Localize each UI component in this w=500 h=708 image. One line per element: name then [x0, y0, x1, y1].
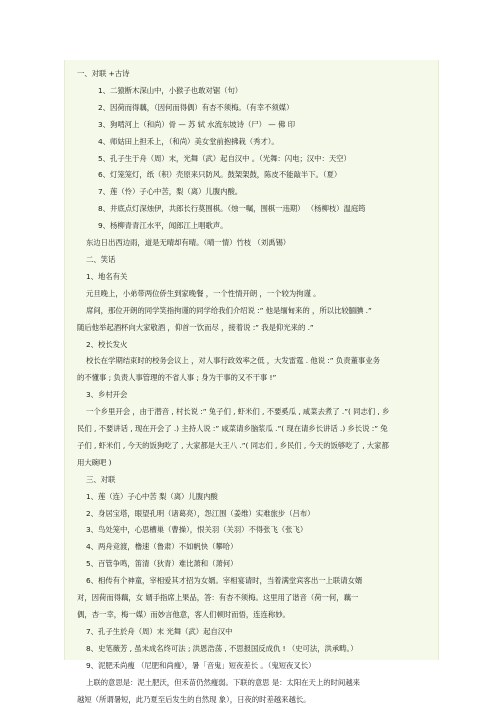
text-line: 的不懂事 ; 负责人事管理的不省人事 ; 身为干事的又不干事 !” — [77, 373, 277, 383]
text-line: 民们 , 不要讲话 , 现在开会了 .) 主持人说 :” 咸菜请乡脑浆瓜 .”( 现在请乡长讲话 .) 乡长说 :” 兔 — [77, 424, 388, 434]
text-line: 一个乡里开会 ，由于潜音 , 村长说 :” 兔子们 , 虾米们 , 不要奚瓜 , 咸菜去煮了 .”( 同志们 , 乡 — [86, 407, 390, 417]
text-line: 9、杨柳青青江水平，闻郎江上唱歌声。 — [98, 221, 228, 231]
text-line: 1、地名有关 — [86, 271, 128, 281]
document-body — [64, 60, 439, 704]
text-line: 上联的意思是：泥土肥沃，但禾苗仍然瘦弱。下联的意思 是：太阳在天上的时间越来 — [86, 677, 360, 687]
text-line: 3、鸟处笼中，心思槽巢（曹操），恨关羽（关羽）不得张飞（张飞） — [86, 525, 308, 535]
text-line: 8、井底点灯深烛伊，共郎长行莫围棋。（烛一嘱，围棋一违期） （杨柳枝）温庭筠 — [98, 204, 366, 214]
text-line: 元旦晚上，小弟带两位侨生到家晚餐 ，一个性情开朗 ，一个较为拘谨 。 — [86, 288, 321, 298]
text-line: 5、百管争鸣，笛清（狄青）难比萧和（萧何） — [86, 559, 238, 569]
text-line: 4、两舟竞渡，橹速（鲁肃）不如帆快（攀哈） — [86, 542, 238, 552]
text-line: 席间，那位开朗的同学笑指拘谨的同学给我们介绍说 :” 他是缅甸来的 ，所以比较腼腆 .” — [86, 305, 372, 315]
text-line: 校长在学期结束时的校务会议上 ，对人事行政效率之低 ，大发雷霆 . 他说 :” 负责董事业务 — [86, 356, 380, 366]
text-line: 子们 , 虾米们 , 今天的饭狗吃了 , 大家都是大王八 .”( 同志们 , 乡民们 , 今天的饭够吃了 , 大家都 — [77, 440, 389, 450]
text-line: 二、笑话 — [86, 254, 116, 264]
text-line: 随后他举起酒杯向大家敬酒 ，仰首一饮而尽 ，接着说 :” 我是仰光来的 .” — [77, 322, 314, 332]
text-line: 2、校长发火 — [86, 339, 128, 349]
text-line: 偶，杏一幸，梅一媒）而妙言他意，客人们顿时而悟，连连称妙。 — [77, 610, 290, 619]
text-line: 对，因荷而得藕，女 婿手指席上果品，答：有杏不须梅。这里用了谐音（荷一何，藕一 — [77, 593, 359, 603]
text-line: 7、莲（怜）子心中苦，梨（离）儿腹内酸。 — [98, 187, 243, 197]
text-line: 7、孔子生於舟（周）末 光舞（武）起自汉中 — [86, 626, 233, 636]
text-line: 2、身居宝塔，眼望孔明（诸葛亮），怨江围（姜维）实难旅步（吕布） — [86, 508, 315, 518]
text-line: 越短（所谓暑短，此乃夏至后发生的自然现 象），日夜的时差越来越长。 — [77, 694, 311, 704]
text-line: 2、因荷而得藕，（因何而得偶）有杏不须梅。（有幸不须媒） — [98, 102, 294, 112]
text-line: 9、泥肥禾尚瘦 （尼肥和尚瘦），暑「音鬼」短夜差长 。（鬼短夜叉长） — [86, 660, 316, 670]
text-line: 用大碗吧 ) — [77, 457, 112, 467]
text-line: 一、对联 +古诗 — [77, 69, 130, 78]
text-line: 1、莲（连）子心中苦 梨（离）儿腹内酸 — [86, 491, 218, 501]
text-line: 三、对联 — [86, 474, 116, 484]
text-line: 6、相传有个神童，宰相爱其才招为女婿。宰相宴请时，当着满堂宾客出一上联请女婿 — [86, 576, 363, 586]
text-line: 6、灯笼笼灯，纸（积）壳原来只防风。鼓架架鼓，陈皮不能敲半下。（夏） — [98, 170, 342, 180]
text-line: 3、乡村开会 — [86, 390, 128, 400]
text-line: 8、史笔薇芳 , 虽未成名终可法 ; 洪恩浩荡 , 不思报国反成仇 ! （史可法，洪承畴。） — [86, 643, 358, 653]
text-line: 4、师姑田上担禾上，（和尚）美女堂前抱拂栽（秀才）。 — [98, 136, 279, 146]
text-line: 东边日出西边雨，道是无晴却有晴。（晴一情）竹枝 （刘禹锡） — [86, 238, 291, 248]
text-line: 3、狗啃河上（和尚）骨 — 苏 轼 水流东坡诗（尸） — 佛 印 — [98, 119, 295, 129]
text-line: 5、孔子生于舟（周）末，光舞（武）起自汉中 。（光舞：闪电；汉中：天空） — [98, 153, 351, 163]
text-line: 1、二猿断木深山中，小猴子也敢对锯（句） — [98, 85, 243, 95]
